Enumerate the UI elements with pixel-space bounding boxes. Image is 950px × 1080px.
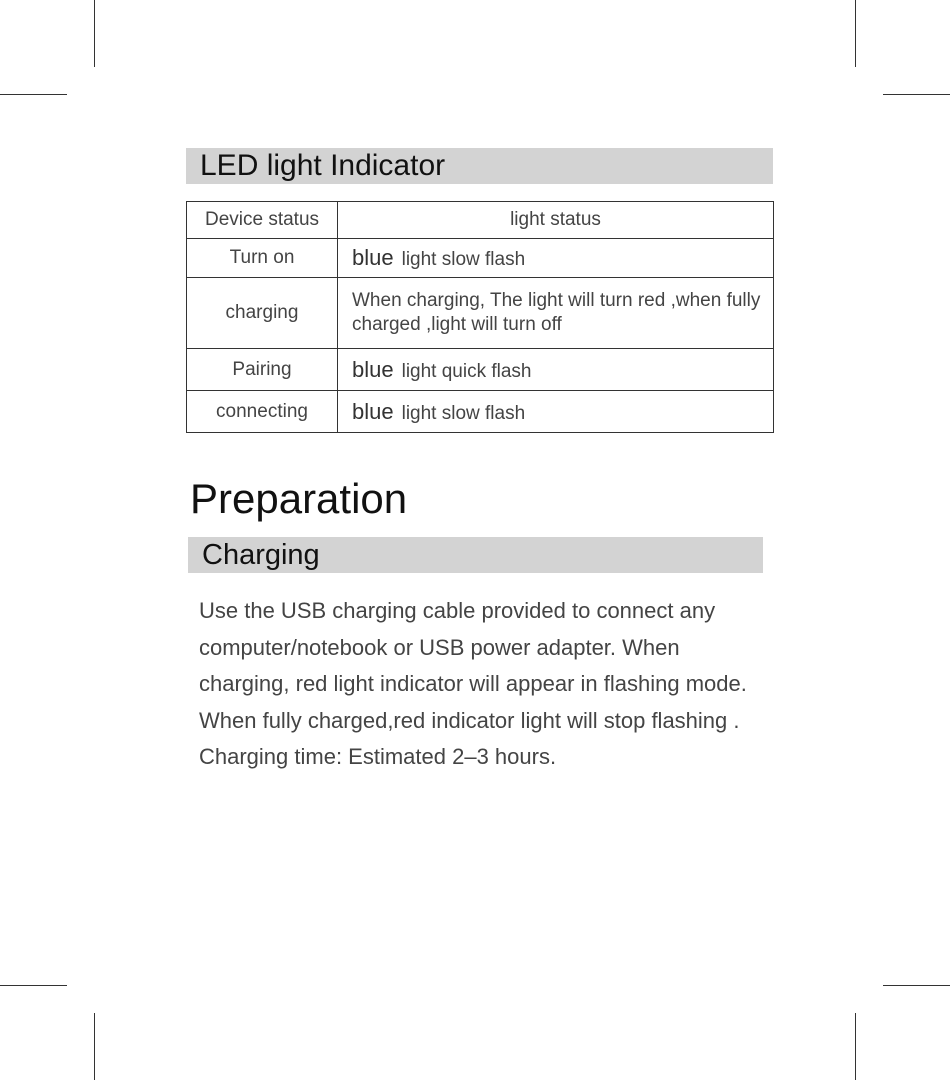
table-row xyxy=(187,391,774,433)
crop-mark xyxy=(0,985,67,986)
light-description: When charging, The light will turn red ,when fully charged ,light will turn off xyxy=(352,290,761,335)
color-word: blue xyxy=(352,245,394,270)
light-description: light slow flash xyxy=(401,249,526,270)
device-status-cell: connecting xyxy=(187,391,338,433)
charging-heading-band xyxy=(188,537,763,573)
table-row xyxy=(187,349,774,391)
crop-mark xyxy=(94,0,95,67)
charging-instructions: Use the USB charging cable provided to connect any computer/notebook or USB power adapter. When charging, red light indicator will appear in flashing mode. When fully charged,red indicator light will stop flashing . Charging time: Estimated 2–3 hours. xyxy=(199,598,747,769)
light-status-cell xyxy=(338,239,774,278)
device-status-cell: charging xyxy=(187,278,338,349)
crop-mark xyxy=(94,1013,95,1080)
crop-mark xyxy=(883,985,950,986)
crop-mark xyxy=(0,94,67,95)
crop-mark xyxy=(883,94,950,95)
led-status-table xyxy=(186,201,774,433)
charging-heading: Charging xyxy=(202,539,320,571)
light-description: light slow flash xyxy=(401,402,526,424)
device-status-cell: Turn on xyxy=(187,239,338,278)
preparation-title: Preparation xyxy=(190,475,408,522)
led-indicator-heading-band xyxy=(186,148,773,184)
color-word: blue xyxy=(352,356,394,382)
light-status-cell xyxy=(338,391,774,433)
header-device-status: Device status xyxy=(187,202,338,239)
light-description: light quick flash xyxy=(401,360,532,382)
device-status-cell: Pairing xyxy=(187,349,338,391)
table-row xyxy=(187,278,774,349)
crop-mark xyxy=(855,0,856,67)
table-header-row xyxy=(187,202,774,239)
light-status-cell xyxy=(338,278,774,349)
light-status-cell xyxy=(338,349,774,391)
led-indicator-heading: LED light Indicator xyxy=(200,149,446,182)
color-word: blue xyxy=(352,398,394,424)
header-light-status: light status xyxy=(338,202,774,239)
crop-mark xyxy=(855,1013,856,1080)
table-row xyxy=(187,239,774,278)
